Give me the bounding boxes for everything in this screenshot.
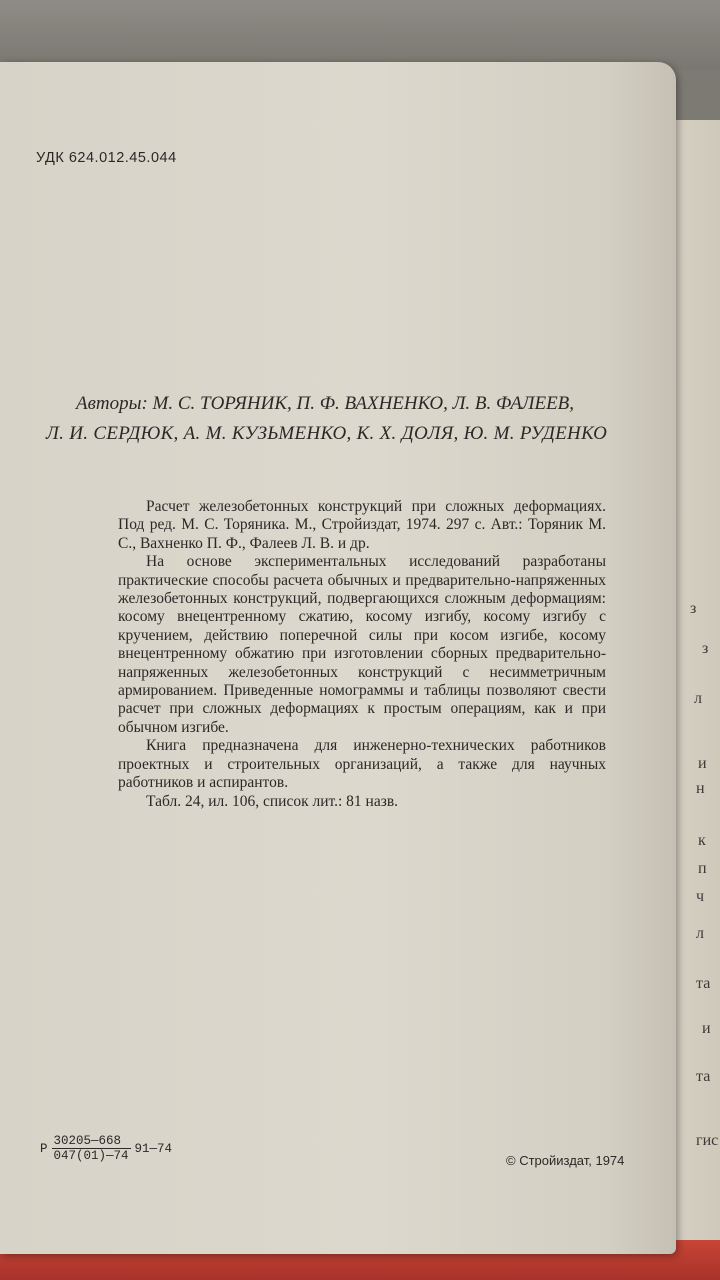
next-page-fragment: и xyxy=(698,755,707,772)
authors-line-1: Авторы: М. С. ТОРЯНИК, П. Ф. ВАХНЕНКО, Л. В. ФАЛЕЕВ, xyxy=(76,393,575,414)
catalog-fraction xyxy=(52,1134,131,1163)
next-page-fragment: к xyxy=(698,832,706,849)
abstract-block xyxy=(118,498,606,811)
next-page-fragment: та xyxy=(696,1068,711,1085)
stats-paragraph: Табл. 24, ил. 106, список лит.: 81 назв. xyxy=(146,792,399,810)
udk-code: УДК 624.012.45.044 xyxy=(36,150,177,166)
next-page-fragment: гис xyxy=(696,1132,719,1149)
catalog-numerator: 30205—668 xyxy=(52,1134,131,1149)
table-surface xyxy=(0,0,720,70)
next-page-fragment: та xyxy=(696,975,711,992)
catalog-suffix: 91—74 xyxy=(134,1141,173,1156)
catalog-denominator: 047(01)—74 xyxy=(53,1149,129,1163)
summary-paragraph: На основе экспериментальных исследований разработаны практические способы расчета обычных и предварительно-напряженных железобетонных конструкций, подвергающихся сложным деформациям: косому внецентренному сжатию, косому изгибу, косому изгибу с кручением, действию поперечной силы при косом изгибе, косому внецентренному обжатию при изготовлении сборных предварительно-напряженных железобетонных конструкций с несимметричным армированием. Приведенные номограммы и таблицы позволяют свести расчет при сложных деформациях к простым операциям, как и при обычном изгибе. xyxy=(118,553,606,736)
catalog-index xyxy=(40,1134,172,1163)
authors-line-2: Л. И. СЕРДЮК, А. М. КУЗЬМЕНКО, К. Х. ДОЛЯ, Ю. М. РУДЕНКО xyxy=(46,423,608,444)
book-page xyxy=(0,62,676,1254)
next-page-fragment: л xyxy=(694,690,702,707)
audience-paragraph: Книга предназначена для инженерно-технических работников проектных и строительных организаций, а также для научных работников и аспирантов. xyxy=(118,737,606,792)
next-page-fragment: н xyxy=(696,780,705,797)
copyright-notice: © Стройиздат, 1974 xyxy=(506,1153,625,1168)
authors-block xyxy=(46,389,676,449)
next-page-fragment: з xyxy=(690,600,697,617)
next-page-fragment: и xyxy=(702,1020,711,1037)
next-page-fragment: л xyxy=(696,925,704,942)
next-page-fragment: з xyxy=(702,640,709,657)
next-page-fragment: п xyxy=(698,860,707,877)
next-page-fragment: ч xyxy=(696,888,705,905)
citation-paragraph: Расчет железобетонных конструкций при сложных деформациях. Под ред. М. С. Торяника. М., Стройиздат, 1974. 297 с. Авт.: Торяник М. С., Вахненко П. Ф., Фалеев Л. В. и др. xyxy=(118,498,606,552)
catalog-prefix: Р xyxy=(40,1141,48,1156)
